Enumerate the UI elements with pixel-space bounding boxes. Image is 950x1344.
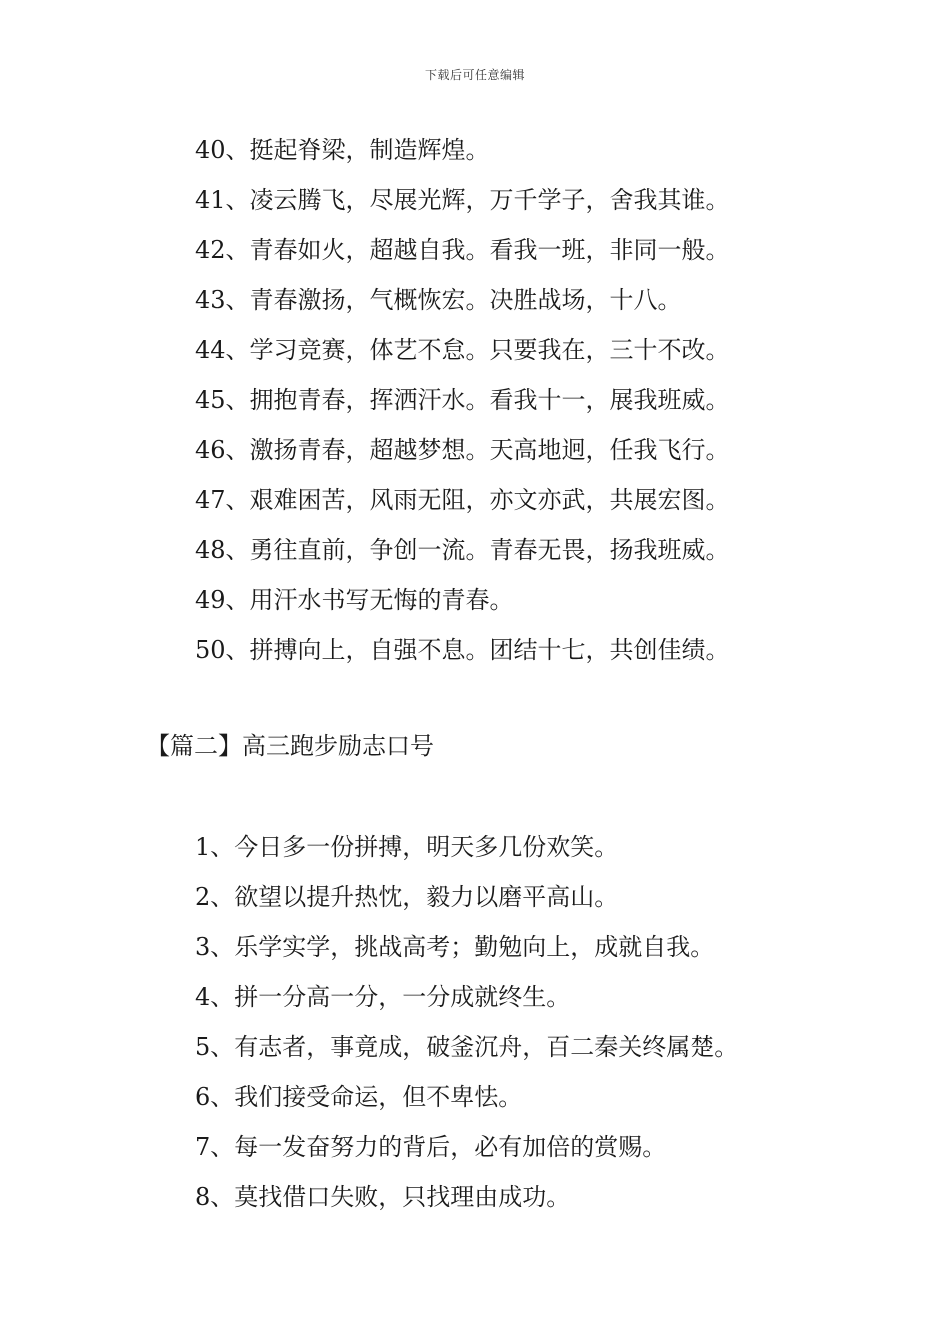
- list-item: 43、青春激扬，气概恢宏。决胜战场，十八。: [195, 286, 682, 314]
- list-item: 50、拼搏向上，自强不息。团结十七，共创佳绩。: [195, 636, 730, 664]
- list-item: 44、学习竞赛，体艺不怠。只要我在，三十不改。: [195, 336, 730, 364]
- list-item: 3、乐学实学，挑战高考；勤勉向上，成就自我。: [195, 933, 715, 961]
- list-item: 40、挺起脊梁，制造辉煌。: [195, 136, 490, 164]
- page-header-note: 下载后可任意编辑: [424, 68, 525, 82]
- list-item: 48、勇往直前，争创一流。青春无畏，扬我班威。: [195, 536, 730, 564]
- list-item: 5、有志者，事竟成，破釜沉舟，百二秦关终属楚。: [195, 1033, 739, 1061]
- list-item: 6、我们接受命运，但不卑怯。: [195, 1083, 523, 1111]
- list-item: 42、青春如火，超越自我。看我一班，非同一般。: [195, 236, 730, 264]
- slogan-list-part-one: [195, 132, 730, 682]
- list-item: 41、凌云腾飞，尽展光辉，万千学子，舍我其谁。: [195, 186, 730, 214]
- list-item: 47、艰难困苦，风雨无阻，亦文亦武，共展宏图。: [195, 486, 730, 514]
- slogan-list-part-two: [195, 829, 738, 1229]
- list-item: 1、今日多一份拼搏，明天多几份欢笑。: [195, 833, 619, 861]
- section-heading: 【篇二】高三跑步励志口号: [146, 732, 434, 760]
- list-item: 2、欲望以提升热忱，毅力以磨平高山。: [195, 883, 619, 911]
- list-item: 7、每一发奋努力的背后，必有加倍的赏赐。: [195, 1133, 667, 1161]
- list-item: 49、用汗水书写无悔的青春。: [195, 586, 514, 614]
- list-item: 8、莫找借口失败，只找理由成功。: [195, 1183, 571, 1211]
- list-item: 4、拼一分高一分，一分成就终生。: [195, 983, 571, 1011]
- list-item: 45、拥抱青春，挥洒汗水。看我十一，展我班威。: [195, 386, 730, 414]
- list-item: 46、激扬青春，超越梦想。天高地迥，任我飞行。: [195, 436, 730, 464]
